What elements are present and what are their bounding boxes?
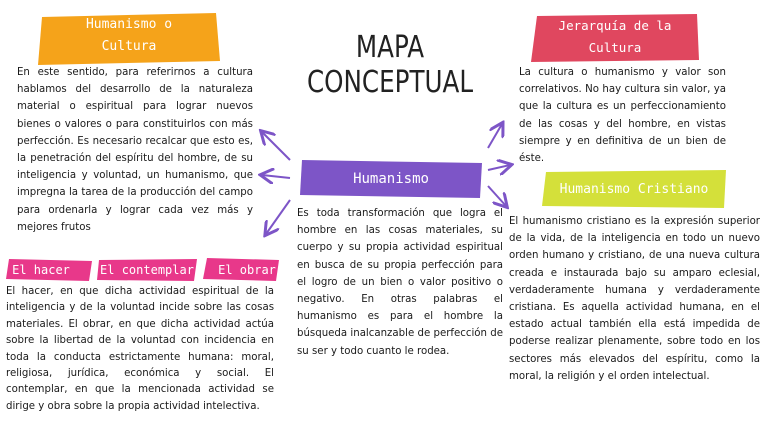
cultura-tag-line2: Cultura: [101, 39, 157, 54]
cristiano-tag: Humanismo Cristiano: [559, 182, 709, 197]
arrow-to-cultura-1: [262, 132, 290, 160]
jerarquia-tag-line1: Jerarquía de la: [558, 18, 672, 33]
hacer-tag: El hacer: [12, 263, 70, 277]
center-tag: Humanismo: [353, 171, 429, 187]
jerarquia-text: La cultura o humanismo y valor son correlativos. No hay cultura sin valor, ya que la cultura es un perfeccionamiento de las cosas y del hombre, en vistas siempre y en definitiva de un bien de éste.: [519, 67, 726, 165]
arrow-to-actividad: [266, 200, 290, 234]
jerarquia-tag-line2: Cultura: [588, 40, 642, 55]
page-title: MAPA CONCEPTUAL: [306, 30, 474, 100]
center-text: Es toda transformación que logra el hombre en las cosas materiales, su cuerpo y su propia actividad espiritual en busca de su propia perfección para el logro de un bien o valor positivo o negativo. En otras palabras el humanismo es para el hombre la búsqueda inalcanzable de perfección de su ser y todo cuanto le rodea.: [297, 208, 503, 357]
actividad-text: El hacer, en que dicha actividad espiritual de la inteligencia y de la voluntad incide sobre las cosas materiales. El obrar, en que dicha actividad actúa sobre la libertad de la voluntad con incidencia en toda la conducta estrictamente humana: moral, religiosa, jurídica, económica y social. El contemplar, en que la mencionada actividad se dirige y obra sobre la propia actividad intelectiva.: [6, 286, 274, 412]
cristiano-text: El humanismo cristiano es la expresión superior de la vida, de la inteligencia en todo un nuevo orden humano y cristiano, de una nueva cultura creada e instaurada bajo su amparo eclesial, verdaderamente humana y verdaderamente cristiana. Es aquella actividad humana, en el estado actual también ella está impedida de poderse realizar plenamente, sobre todo en los sectores más elevados del espíritu, como la moral, la religión y el orden intelectual.: [509, 216, 760, 382]
cultura-tag-line1: Humanismo o: [85, 17, 173, 32]
arrow-to-cristiano: [488, 186, 506, 206]
arrow-to-cultura-2: [262, 175, 290, 178]
contemplar-tag: El contemplar: [100, 263, 194, 277]
arrow-to-jerarquia-1: [488, 124, 502, 148]
cultura-text: En este sentido, para referirnos a cultura hablamos del desarrollo de la naturaleza material o espiritual para lograr nuevos bienes o valores o para constituirlos con más perfección. Es necesario recalcar que esto es, la penetración del espíritu del hombre, de su inteligencia y voluntad, un humanismo, que impregna la tarea de la producción del campo para ordenarla y lograr cada vez más y mejores frutos: [17, 67, 253, 233]
arrow-to-jerarquia-2: [488, 165, 510, 170]
obrar-tag: El obrar: [218, 263, 276, 277]
